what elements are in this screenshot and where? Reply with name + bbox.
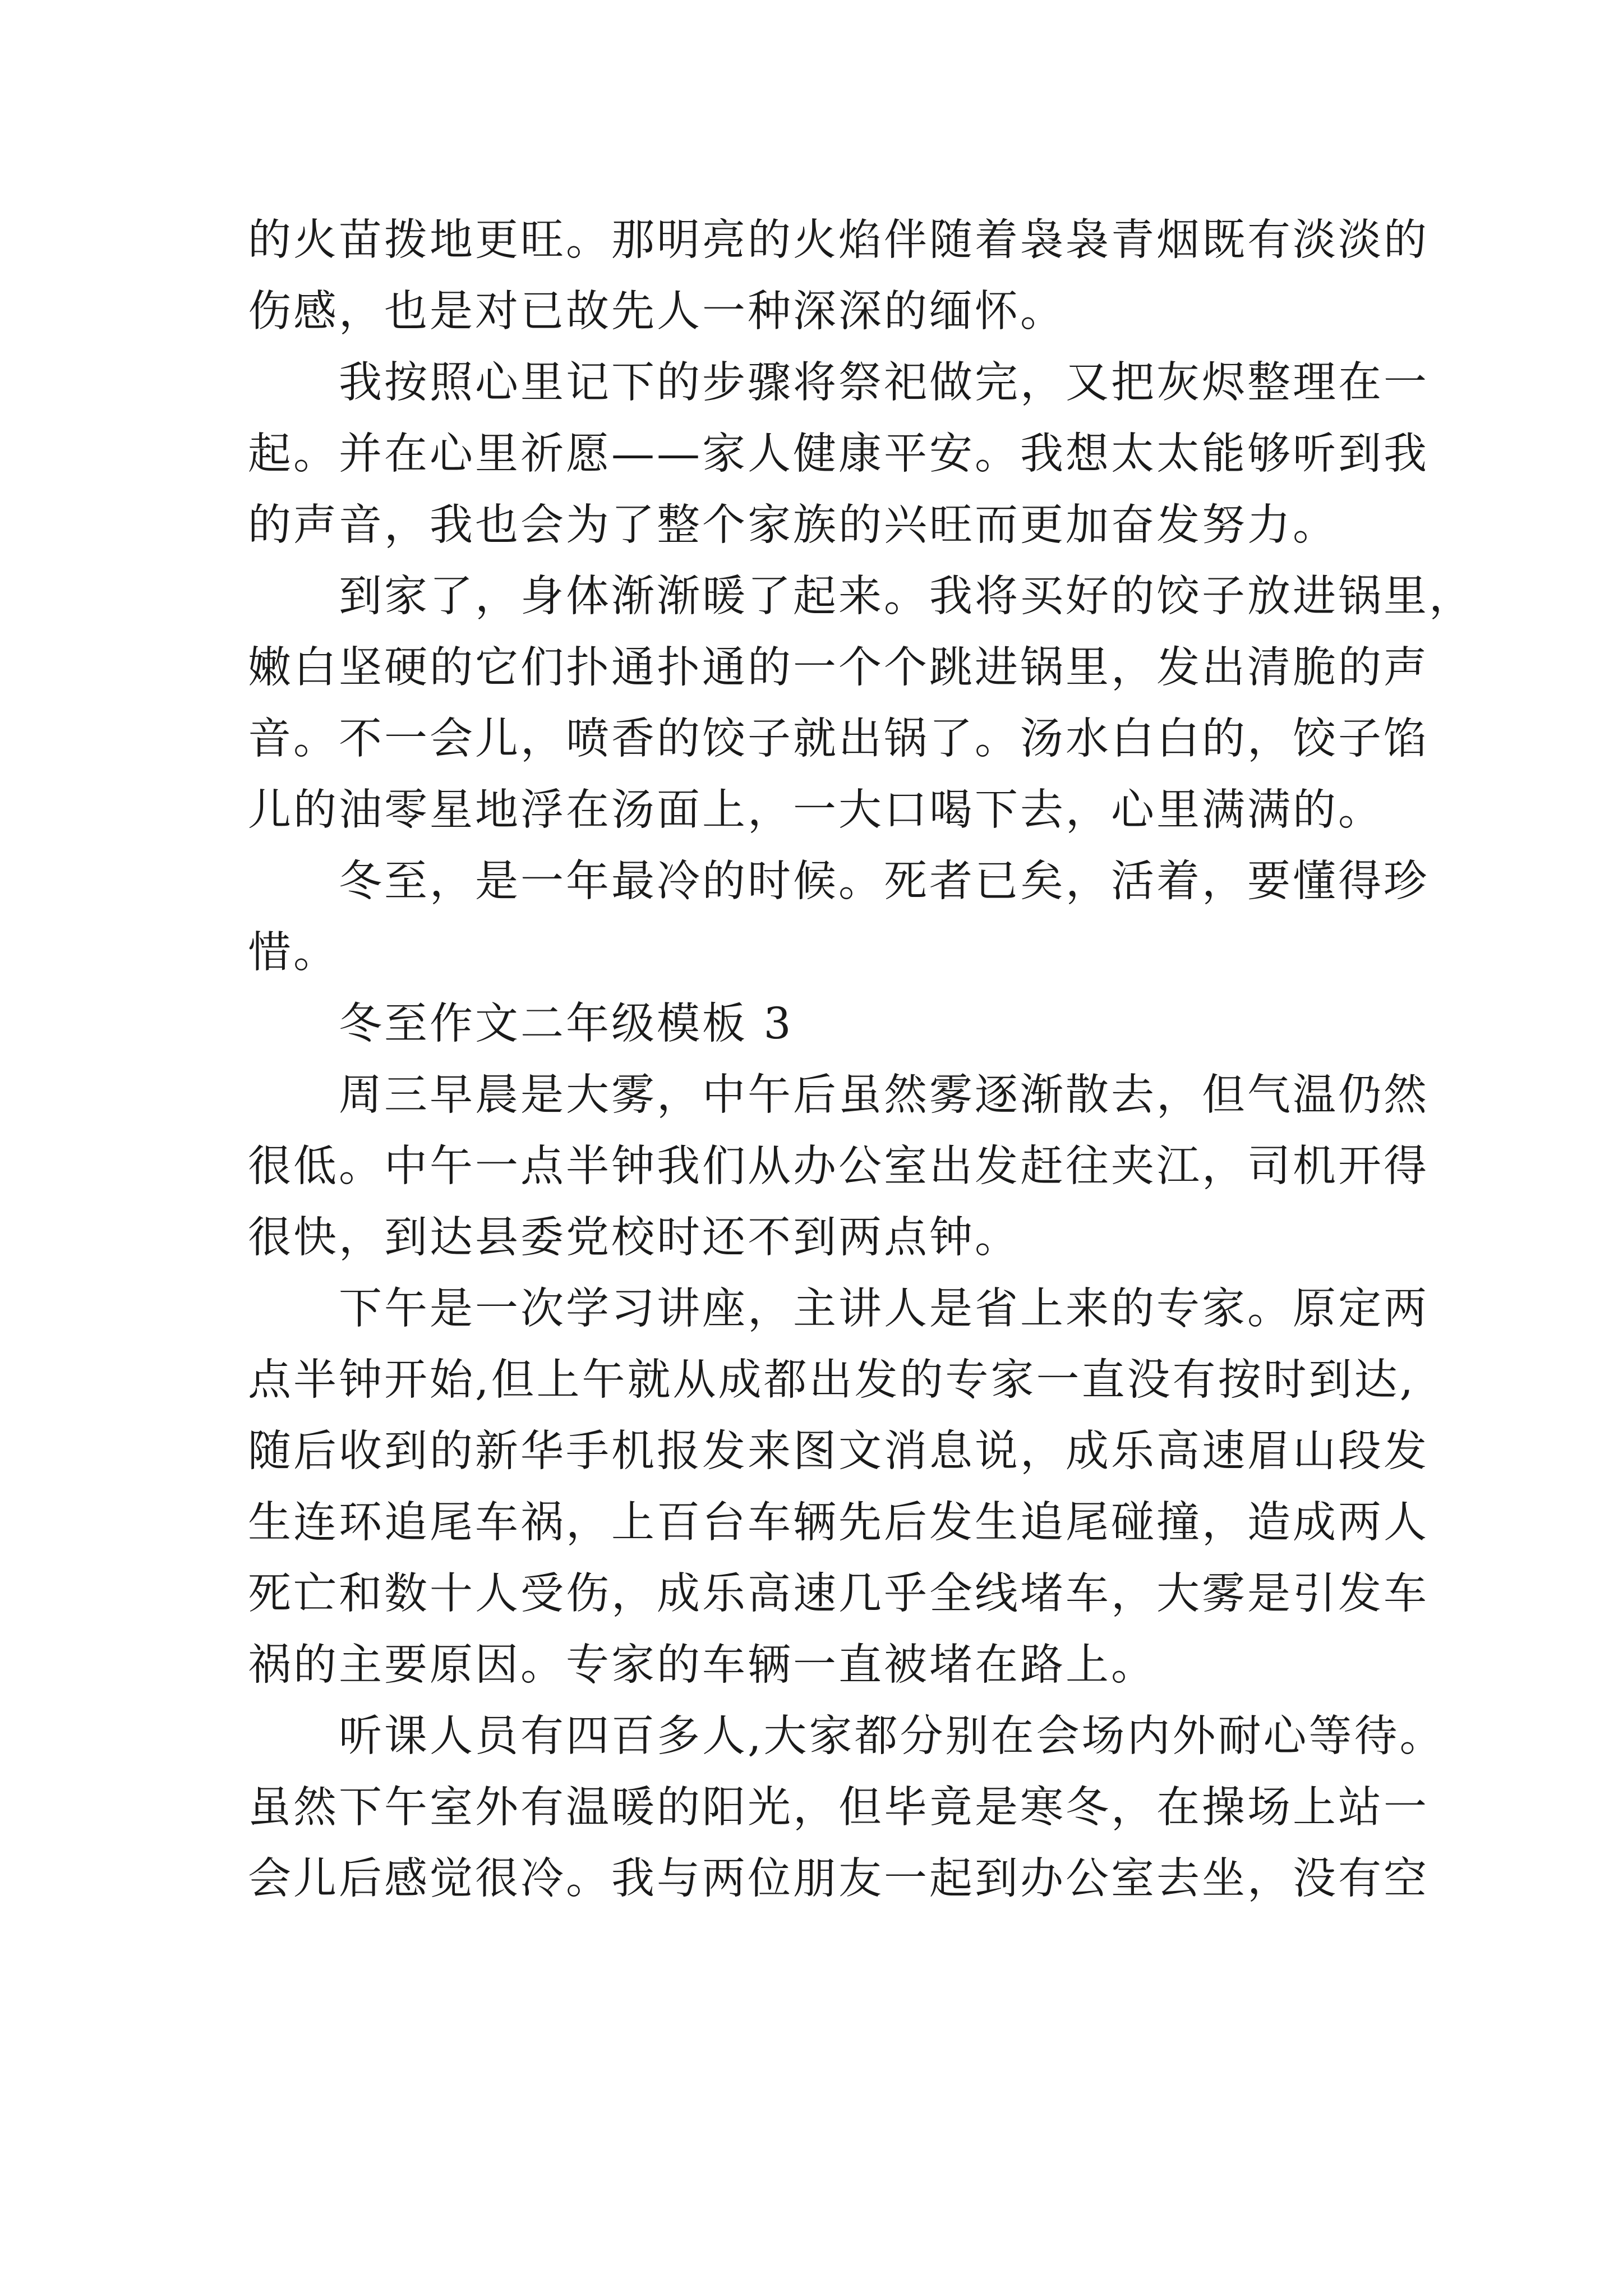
text-line: 到家了，身体渐渐暖了起来。我将买好的饺子放进锅里， — [339, 572, 1474, 622]
text-line: 起。并在心里祈愿——家人健康平安。我想太太能够听到我 — [248, 429, 1429, 479]
text-line: 的声音，我也会为了整个家族的兴旺而更加奋发努力。 — [248, 500, 1338, 550]
text-line: 虽然下午室外有温暖的阳光，但毕竟是寒冬，在操场上站一 — [248, 1783, 1429, 1833]
text-line: 伤感，也是对已故先人一种深深的缅怀。 — [248, 287, 1066, 337]
paragraph — [248, 561, 1474, 846]
text-line: 的火苗拨地更旺。那明亮的火焰伴随着袅袅青烟既有淡淡的 — [248, 215, 1429, 265]
text-line: 儿的油零星地浮在汤面上，一大口喝下去，心里满满的。 — [248, 785, 1384, 835]
text-line: 随后收到的新华手机报发来图文消息说，成乐高速眉山段发 — [248, 1427, 1429, 1476]
text-line: 周三早晨是大雾，中午后虽然雾逐渐散去，但气温仍然 — [339, 1070, 1429, 1120]
paragraph — [248, 1701, 1445, 1915]
text-line: 音。不一会儿，喷香的饺子就出锅了。汤水白白的，饺子馅 — [248, 714, 1429, 764]
document-body — [248, 205, 1474, 1915]
text-line: 我按照心里记下的步骤将祭祀做完，又把灰烬整理在一 — [339, 358, 1429, 408]
paragraph — [248, 1060, 1429, 1273]
text-line: 嫩白坚硬的它们扑通扑通的一个个跳进锅里，发出清脆的声 — [248, 643, 1429, 693]
paragraph — [248, 1273, 1429, 1701]
paragraph — [248, 846, 1429, 988]
paragraph — [248, 988, 1376, 1060]
text-line: 冬至，是一年最冷的时候。死者已矣，活着，要懂得珍 — [339, 857, 1429, 907]
text-line: 下午是一次学习讲座，主讲人是省上来的专家。原定两 — [339, 1284, 1429, 1334]
text-line: 点半钟开始,但上午就从成都出发的专家一直没有按时到达, — [248, 1355, 1415, 1405]
text-line: 很快，到达县委党校时还不到两点钟。 — [248, 1213, 1020, 1263]
text-line: 生连环追尾车祸，上百台车辆先后发生追尾碰撞，造成两人 — [248, 1498, 1429, 1548]
text-line: 很低。中午一点半钟我们从办公室出发赶往夹江，司机开得 — [248, 1142, 1429, 1191]
paragraph — [248, 205, 1429, 347]
text-line: 惜。 — [248, 928, 339, 978]
text-line: 死亡和数十人受伤，成乐高速几乎全线堵车，大雾是引发车 — [248, 1569, 1429, 1619]
paragraph — [248, 347, 1429, 561]
text-line: 会儿后感觉很冷。我与两位朋友一起到办公室去坐，没有空 — [248, 1854, 1429, 1904]
text-line: 冬至作文二年级模板 3 — [339, 999, 794, 1049]
text-line: 祸的主要原因。专家的车辆一直被堵在路上。 — [248, 1640, 1156, 1690]
text-line: 听课人员有四百多人,大家都分别在会场内外耐心等待。 — [339, 1711, 1445, 1761]
